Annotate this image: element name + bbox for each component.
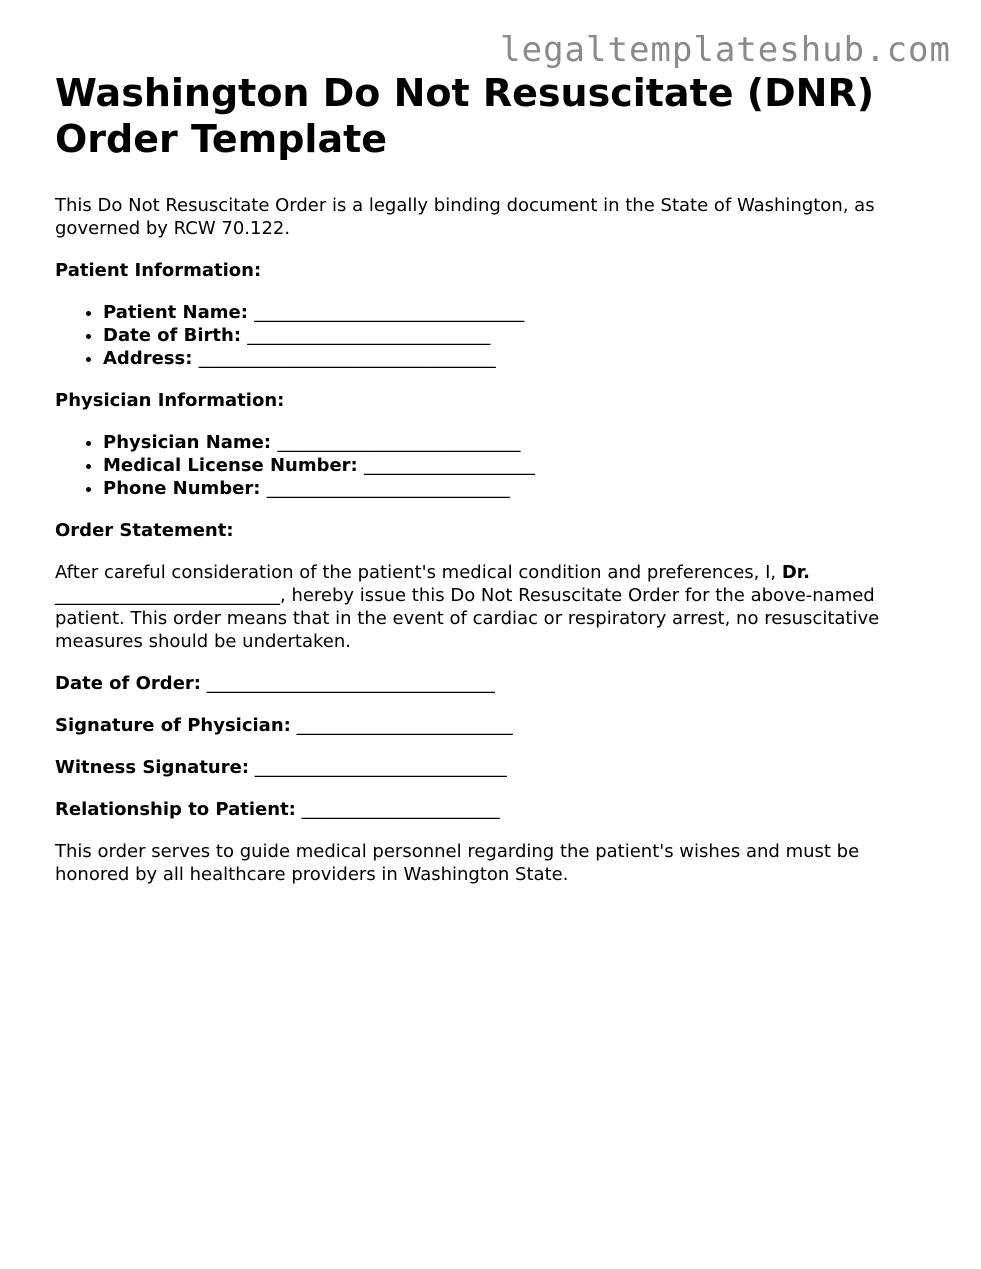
physician-name-item xyxy=(103,431,935,454)
physician-info-heading: Physician Information: xyxy=(55,390,285,411)
date-of-order-blank[interactable]: ________________________________ xyxy=(206,673,495,694)
physician-signature-blank[interactable]: ________________________ xyxy=(296,715,513,736)
date-of-birth-item xyxy=(103,324,935,347)
patient-name-item xyxy=(103,301,935,324)
medical-license-label: Medical License Number: xyxy=(103,455,358,476)
phone-number-item xyxy=(103,477,935,500)
physician-info-list xyxy=(55,431,935,500)
watermark: legaltemplateshub.com xyxy=(500,30,951,70)
date-of-birth-blank[interactable]: ___________________________ xyxy=(247,325,491,346)
medical-license-blank[interactable]: ___________________ xyxy=(364,455,536,476)
closing-paragraph: This order serves to guide medical personnel regarding the patient's wishes and must be honored by all healthcare providers in Washington State. xyxy=(55,841,860,885)
physician-name-blank[interactable]: ___________________________ xyxy=(277,432,521,453)
witness-signature-label: Witness Signature: xyxy=(55,757,250,778)
order-physician-blank[interactable]: _________________________ xyxy=(55,585,280,606)
physician-name-label: Physician Name: xyxy=(103,432,272,453)
medical-license-item xyxy=(103,454,935,477)
order-dr-label: Dr. xyxy=(781,562,810,583)
relationship-blank[interactable]: ______________________ xyxy=(301,799,500,820)
date-of-birth-label: Date of Birth: xyxy=(103,325,242,346)
date-of-order-label: Date of Order: xyxy=(55,673,201,694)
patient-name-blank[interactable]: ______________________________ xyxy=(254,302,525,323)
address-blank[interactable]: _________________________________ xyxy=(198,348,496,369)
physician-signature-field xyxy=(55,714,935,737)
address-item xyxy=(103,347,935,370)
phone-number-label: Phone Number: xyxy=(103,478,261,499)
patient-info-list xyxy=(55,301,935,370)
document-title: Washington Do Not Resuscitate (DNR) Order Template xyxy=(55,71,875,161)
witness-signature-blank[interactable]: ____________________________ xyxy=(254,757,507,778)
intro-paragraph: This Do Not Resuscitate Order is a legally binding document in the State of Washington, as governed by RCW 70.122. xyxy=(55,195,875,239)
phone-number-blank[interactable]: ___________________________ xyxy=(266,478,510,499)
address-label: Address: xyxy=(103,348,193,369)
physician-signature-label: Signature of Physician: xyxy=(55,715,291,736)
document-page xyxy=(55,70,935,905)
patient-name-label: Patient Name: xyxy=(103,302,248,323)
relationship-label: Relationship to Patient: xyxy=(55,799,296,820)
order-statement-paragraph xyxy=(55,561,935,653)
order-text-after: , hereby issue this Do Not Resuscitate Order for the above-named patient. This order means that in the event of cardiac or respiratory arrest, no resuscitative measures should be undertaken. xyxy=(55,585,880,652)
date-of-order-field xyxy=(55,672,935,695)
witness-signature-field xyxy=(55,756,935,779)
patient-info-heading: Patient Information: xyxy=(55,260,262,281)
order-statement-heading: Order Statement: xyxy=(55,520,234,541)
order-text-before: After careful consideration of the patient's medical condition and preferences, I, xyxy=(55,562,782,583)
relationship-field xyxy=(55,798,935,821)
